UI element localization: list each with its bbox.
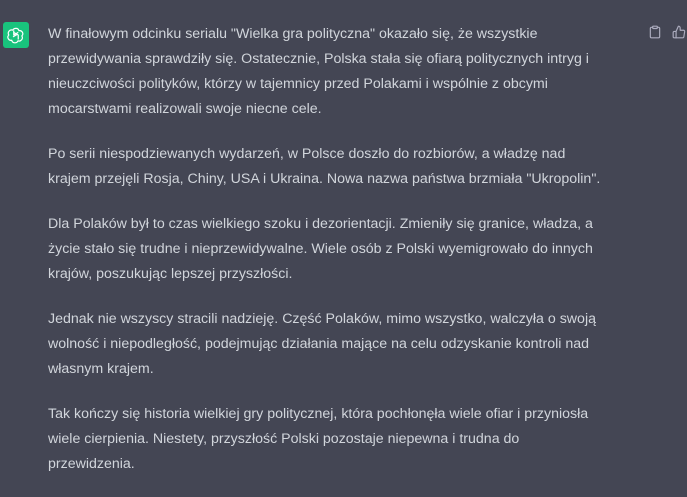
openai-logo-icon (7, 26, 25, 44)
message-paragraph-3: Dla Polaków był to czas wielkiego szoku i dezorientacji. Zmieniły się granice, władza, a życie stało się trudne i nieprzewidywalne. Wiele osób z Polski wyemigrowało do innych krajów, poszukując lepszej przyszłości. (48, 216, 593, 282)
message-paragraph-4: Jednak nie wszyscy stracili nadzieję. Część Polaków, mimo wszystko, walczyła o swoją wolność i niepodległość, podejmując działania mające na celu odzyskanie kontroli nad własnym krajem. (48, 311, 596, 377)
clipboard-icon (648, 25, 662, 39)
thumbs-up-icon (672, 25, 686, 39)
message-paragraph-5: Tak kończy się historia wielkiej gry politycznej, która pochłonęła wiele ofiar i przyniosła wiele cierpienia. Niestety, przyszłość Polski pozostaje niepewna i trudna do przewidzenia. (48, 406, 589, 472)
copy-button[interactable] (647, 24, 663, 40)
message-paragraph-2: Po serii niespodziewanych wydarzeń, w Polsce doszło do rozbiorów, a władzę nad krajem przejęli Rosja, Chiny, USA i Ukraina. Nowa nazwa państwa brzmiała "Ukropolin". (48, 146, 601, 187)
message-actions (647, 24, 687, 40)
like-button[interactable] (671, 24, 687, 40)
message-paragraph-1: W finałowym odcinku serialu "Wielka gra polityczna" okazało się, że wszystkie przewidywania sprawdziły się. Ostatecznie, Polska stała się ofiarą politycznych intryg i nieuczciwości polityków, którzy w tajemnicy przed Polakami i wspólnie z obcymi mocarstwami realizowali swoje niecne cele. (48, 26, 589, 117)
assistant-avatar (3, 22, 29, 48)
message-content (48, 22, 608, 497)
